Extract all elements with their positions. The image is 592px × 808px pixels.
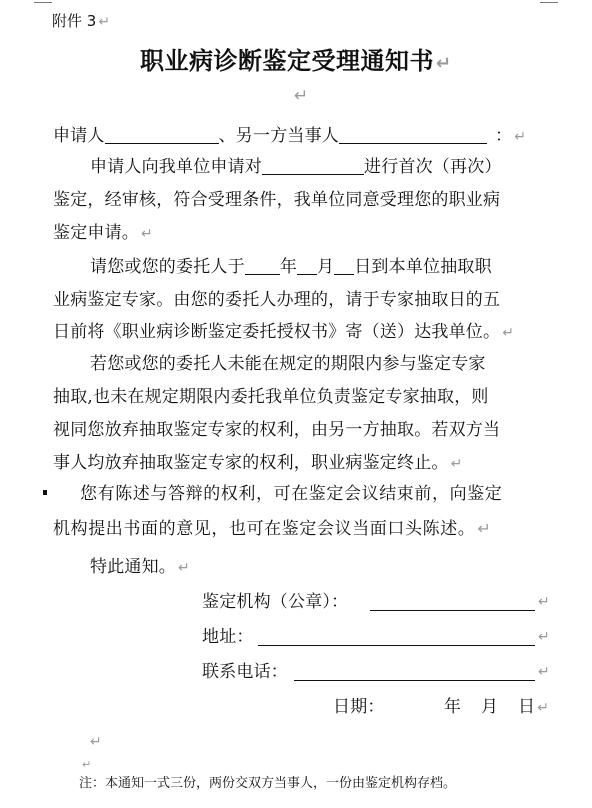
list-bullet-icon — [43, 490, 47, 495]
colon: ： — [495, 126, 513, 146]
year-label: 年 — [279, 257, 298, 277]
p3-line-4 — [53, 453, 463, 474]
org-seal-label: 鉴定机构（公章）： — [202, 592, 349, 612]
p2-line-2: 业病鉴定专家。由您的委托人办理的，请于专家抽取日的五 — [53, 290, 501, 310]
paragraph-mark: ↵ — [538, 629, 550, 645]
p1-text: 鉴定申请。 — [53, 223, 139, 243]
paragraph-mark: ↵ — [90, 734, 102, 750]
org-seal-line — [370, 610, 535, 611]
document-title: 职业病诊断鉴定受理通知书 — [140, 47, 434, 75]
p2-line-3 — [53, 322, 514, 343]
p4-text: 机构提出书面的意见，也可在鉴定会议当面口头陈述。 — [53, 519, 476, 539]
notice-line — [90, 557, 190, 578]
paragraph-mark: ↵ — [538, 594, 550, 610]
paragraph-mark: ↵ — [538, 664, 550, 680]
p1-text: 申请人向我单位申请对 — [90, 157, 262, 177]
date-month: 月 — [481, 697, 499, 717]
paragraph-mark: ↵ — [436, 53, 452, 74]
other-party-blank — [339, 127, 487, 144]
p3-text: 事人均放弃抽取鉴定专家的权利，职业病鉴定终止。 — [53, 453, 449, 473]
title-line — [140, 41, 452, 76]
paragraph-mark: ↵ — [294, 86, 309, 106]
margin-corner-mark — [540, 2, 558, 3]
paragraph-mark: ↵ — [514, 129, 527, 145]
phone-label: 联系电话： — [202, 662, 288, 682]
p1-line-2: 鉴定，经审核，符合受理条件，我单位同意受理您的职业病 — [53, 190, 501, 210]
attachment-label: 附件 3 — [52, 12, 97, 30]
p2-text: 日前将《职业病诊断鉴定委托授权书》寄（送）达我单位。 — [53, 322, 501, 342]
paragraph-mark: ↵ — [178, 560, 190, 576]
phone-line — [294, 680, 535, 681]
attachment-label-line — [52, 10, 110, 31]
paragraph-mark: ↵ — [450, 456, 463, 472]
applicant-label: 申请人 — [53, 126, 105, 146]
year-blank — [245, 258, 280, 275]
p2-line-1 — [90, 257, 492, 277]
paragraph-mark: ↵ — [537, 700, 550, 716]
date-year: 年 — [444, 697, 462, 717]
paragraph-mark: ↵ — [98, 14, 111, 30]
paragraph-mark: ↵ — [477, 519, 492, 538]
p1-line-3 — [53, 223, 153, 244]
paragraph-mark: ↵ — [502, 325, 515, 341]
p3-line-3: 视同您放弃抽取鉴定专家的权利，由另一方抽取。若双方当 — [53, 420, 501, 440]
paragraph-mark: ↵ — [82, 758, 92, 771]
month-blank — [297, 258, 317, 275]
margin-corner-mark — [34, 2, 52, 3]
month-label: 月 — [317, 257, 335, 277]
paragraph-mark: ↵ — [141, 226, 153, 242]
address-label: 地址： — [202, 627, 254, 647]
applicant-blank — [105, 127, 219, 144]
footnote: 注：本通知一式三份，两份交双方当事人，一份由鉴定机构存档。 — [79, 776, 457, 791]
date-day-line — [518, 697, 549, 718]
p1-text: 进行首次（再次） — [364, 157, 502, 177]
p1-line-1 — [90, 157, 502, 177]
date-day: 日 — [518, 697, 536, 717]
p2-text: 日到本单位抽取职 — [354, 257, 492, 277]
parties-line — [53, 126, 526, 147]
p3-line-1: 若您或您的委托人未能在规定的期限内参与鉴定专家 — [90, 354, 486, 374]
p3-line-2: 抽取,也未在规定期限内委托我单位负责鉴定专家抽取，则 — [53, 387, 489, 407]
day-blank — [334, 258, 354, 275]
other-party-label: 、另一方当事人 — [218, 126, 340, 146]
address-line — [258, 645, 535, 646]
p4-line-2 — [53, 519, 491, 539]
date-label: 日期： — [333, 697, 385, 717]
notice-text: 特此通知。 — [90, 557, 176, 577]
p4-line-1: 您有陈述与答辩的权利，可在鉴定会议结束前，向鉴定 — [80, 484, 503, 504]
p2-text: 请您或您的委托人于 — [90, 257, 245, 277]
appraisal-subject-blank — [262, 158, 364, 175]
